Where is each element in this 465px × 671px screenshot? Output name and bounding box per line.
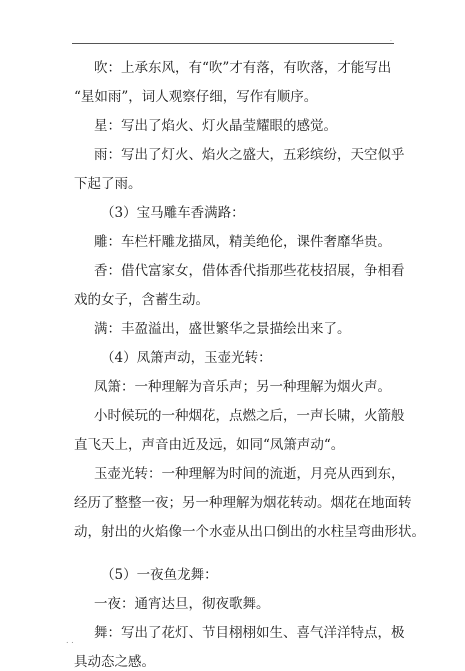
doc-line-21: 具动态之感。 bbox=[74, 654, 155, 670]
doc-line-3: 星：写出了焰火、灯火晶莹耀眼的感觉。 bbox=[94, 118, 337, 134]
header-rule bbox=[72, 43, 394, 44]
doc-line-8: 香：借代富家女，借体香代指那些花枝招展，争相看 bbox=[94, 263, 405, 279]
doc-line-17: 动，射出的火焰像一个水壶从出口倒出的水柱呈弯曲形状。 bbox=[74, 524, 425, 540]
doc-line-14: 直飞天上，声音由近及远，如同“凤箫声动“。 bbox=[74, 437, 345, 453]
doc-line-13: 小时候玩的一种烟花，点燃之后，一声长啸，火箭般 bbox=[94, 408, 405, 424]
doc-line-5: 下起了雨。 bbox=[74, 176, 142, 192]
header-mark: . bbox=[390, 36, 392, 43]
section-heading-4: （4）凤箫声动，玉壶光转： bbox=[101, 350, 272, 366]
footer-mark: . . bbox=[66, 636, 74, 645]
doc-line-19: 一夜：通宵达旦，彻夜歌舞。 bbox=[94, 596, 270, 612]
section-heading-5: （5）一夜鱼龙舞： bbox=[101, 567, 218, 583]
doc-line-7: 雕：车栏杆雕龙描凤，精美绝伦，课件奢靡华贵。 bbox=[94, 234, 391, 250]
doc-line-16: 经历了整整一夜；另一种理解为烟花转动。烟花在地面转 bbox=[74, 495, 412, 511]
doc-line-2: “星如雨”，词人观察仔细，写作有顺序。 bbox=[74, 89, 318, 105]
doc-line-4: 雨：写出了灯火、焰火之盛大，五彩缤纷，天空似乎 bbox=[94, 147, 405, 163]
doc-line-9: 戏的女子，含蓄生动。 bbox=[74, 292, 209, 308]
section-heading-3: （3）宝马雕车香满路： bbox=[101, 205, 245, 221]
doc-line-20: 舞：写出了花灯、节目栩栩如生、喜气洋洋特点，极 bbox=[94, 625, 405, 641]
doc-line-12: 凤箫：一种理解为音乐声；另一种理解为烟火声。 bbox=[94, 379, 391, 395]
doc-line-10: 满：丰盈溢出，盛世繁华之景描绘出来了。 bbox=[94, 321, 351, 337]
doc-line-15: 玉壶光转：一种理解为时间的流逝，月亮从西到东， bbox=[94, 466, 405, 482]
doc-line-1: 吹：上承东风，有“吹”才有落，有吹落，才能写出 bbox=[94, 60, 392, 76]
